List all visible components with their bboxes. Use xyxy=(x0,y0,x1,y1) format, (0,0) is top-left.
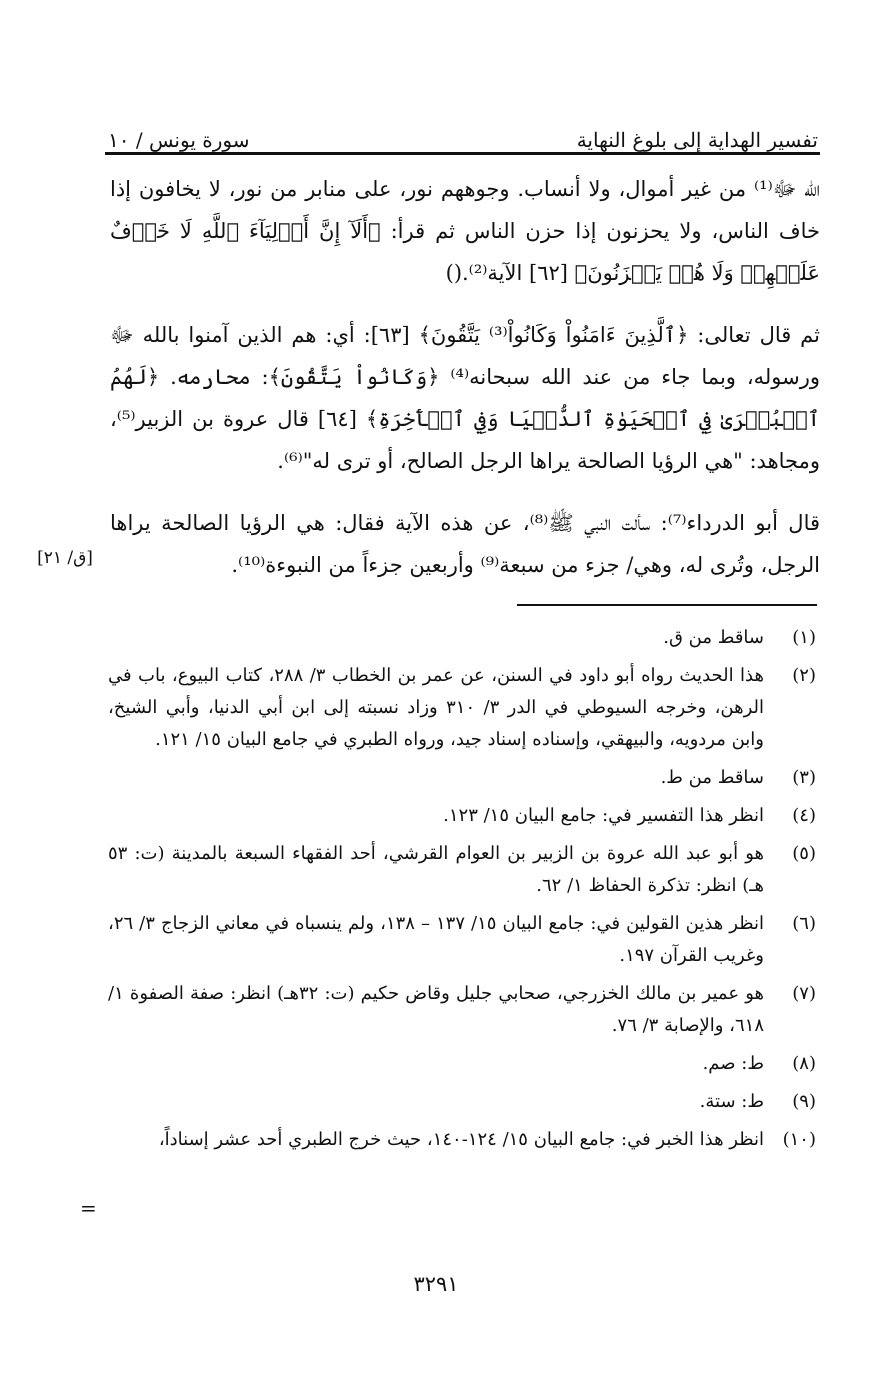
footnote-text: هو عمير بن مالك الخزرجي، صحابي جليل وقاض حكيم (ت: ٣٢هـ) انظر: صفة الصفوة ١/ ٦١٨، والإصابة ٣/ ٧٦. xyxy=(108,983,765,1036)
manuscript-folio-ref: [ق/ ٢١] xyxy=(37,548,93,568)
footnote xyxy=(108,978,820,1042)
footnote-number: (١٠) xyxy=(782,1129,816,1150)
main-text xyxy=(110,168,820,594)
footnote-number: (٣) xyxy=(792,767,816,788)
footnote-number: (٧) xyxy=(792,983,816,1004)
footnote-separator xyxy=(517,604,817,606)
footnote xyxy=(108,908,820,972)
footnote xyxy=(108,660,820,756)
footnote-text: ط: صم. xyxy=(702,1053,764,1074)
header-rule xyxy=(105,152,820,155)
footnote-number: (٢) xyxy=(792,665,816,686)
running-header xyxy=(108,112,818,152)
continuation-mark: = xyxy=(80,1196,97,1220)
footnote xyxy=(108,762,820,794)
footnote xyxy=(108,1086,820,1118)
footnote xyxy=(108,1124,820,1156)
footnote-number: (٤) xyxy=(792,805,816,826)
footnote xyxy=(108,622,820,654)
book-title: تفسير الهداية إلى بلوغ النهاية xyxy=(576,128,818,152)
footnote-number: (١) xyxy=(792,627,816,648)
footnote-number: (٩) xyxy=(792,1091,816,1112)
footnote xyxy=(108,838,820,902)
footnote-text: انظر هذا التفسير في: جامع البيان ١٥/ ١٢٣. xyxy=(443,805,764,826)
footnote-text: انظر هذا الخبر في: جامع البيان ١٥/ ١٢٤-١٤٠، حيث خرج الطبري أحد عشر إسناداً، xyxy=(158,1129,764,1150)
footnote-text: ط: ستة. xyxy=(699,1091,764,1112)
footnote-number: (٥) xyxy=(792,843,816,864)
surah-label: سورة يونس / ١٠ xyxy=(108,128,250,152)
paragraph-1: الله ﷻ⁽¹⁾ من غير أموال، ولا أنساب. وجوههم نور، على منابر من نور، لا يخافون إذا خاف الناس، ولا يحزنون إذا حزن الناس ثم قرأ: ﴿أَلَآ إِنَّ أَوۡلِيَآءَ ٱللَّهِ لَا خَوۡفٌ عَلَيۡهِمۡ وَلَا هُمۡ يَحۡزَنُونَ﴾ [٦٢] الآية⁽²⁾.() xyxy=(110,177,820,285)
footnote-number: (٦) xyxy=(792,913,816,934)
paragraph-2: ثم قال تعالى: ﴿ٱلَّذِينَ ءَامَنُواْ وَكَانُواْ⁽³⁾ يَتَّقُونَ﴾ [٦٣]: أي: هم الذين آمنوا بالله ﷻ ورسوله، وبما جاء من عند الله سبحانه⁽⁴⁾ ﴿وَكَانُواْ يَتَّقُونَ﴾: محارمه. ﴿لَهُمُ ٱلۡبُشۡرَىٰ فِي ٱلۡحَيَوٰةِ ٱلدُّنۡيَا وَفِي ٱلۡأٓخِرَةِ﴾ [٦٤] قال عروة بن الزبير⁽⁵⁾، ومجاهد: "هي الرؤيا الصالحة يراها الرجل الصالح، أو ترى له"⁽⁶⁾. xyxy=(110,323,820,473)
footnotes xyxy=(108,622,820,1162)
footnote xyxy=(108,1048,820,1080)
footnote-text: ساقط من ط. xyxy=(660,767,764,788)
footnote xyxy=(108,800,820,832)
footnote-number: (٨) xyxy=(792,1053,816,1074)
footnote-text: انظر هذين القولين في: جامع البيان ١٥/ ١٣٧ – ١٣٨، ولم ينسباه في معاني الزجاج ٣/ ٢٦، وغريب القرآن ١٩٧. xyxy=(108,913,764,966)
footnote-text: هو أبو عبد الله عروة بن الزبير بن العوام القرشي، أحد الفقهاء السبعة بالمدينة (ت: ٥٣ هـ) انظر: تذكرة الحفاظ ١/ ٦٢. xyxy=(108,843,764,896)
footnote-text: هذا الحديث رواه أبو داود في السنن، عن عمر بن الخطاب ٣/ ٢٨٨، كتاب البيوع، باب في الرهن، وخرجه السيوطي في الدر ٣/ ٣١٠ وزاد نسبته إلى ابن أبي الدنيا، وأبي الشيخ، وابن مردويه، والبيهقي، وإسناده إسناد جيد، ورواه الطبري في جامع البيان ١٥/ ١٢١. xyxy=(108,665,765,750)
footnote-text: ساقط من ق. xyxy=(663,627,764,648)
page-number: ٣٢٩١ xyxy=(413,1272,459,1296)
paragraph-3: قال أبو الدرداء⁽⁷⁾: سألت النبي ﷺ⁽⁸⁾، عن هذه الآية فقال: هي الرؤيا الصالحة يراها الرجل، وتُرى له، وهي/ جزء من سبعة⁽⁹⁾ وأربعين جزءاً من النبوءة⁽¹⁰⁾. xyxy=(110,511,821,577)
